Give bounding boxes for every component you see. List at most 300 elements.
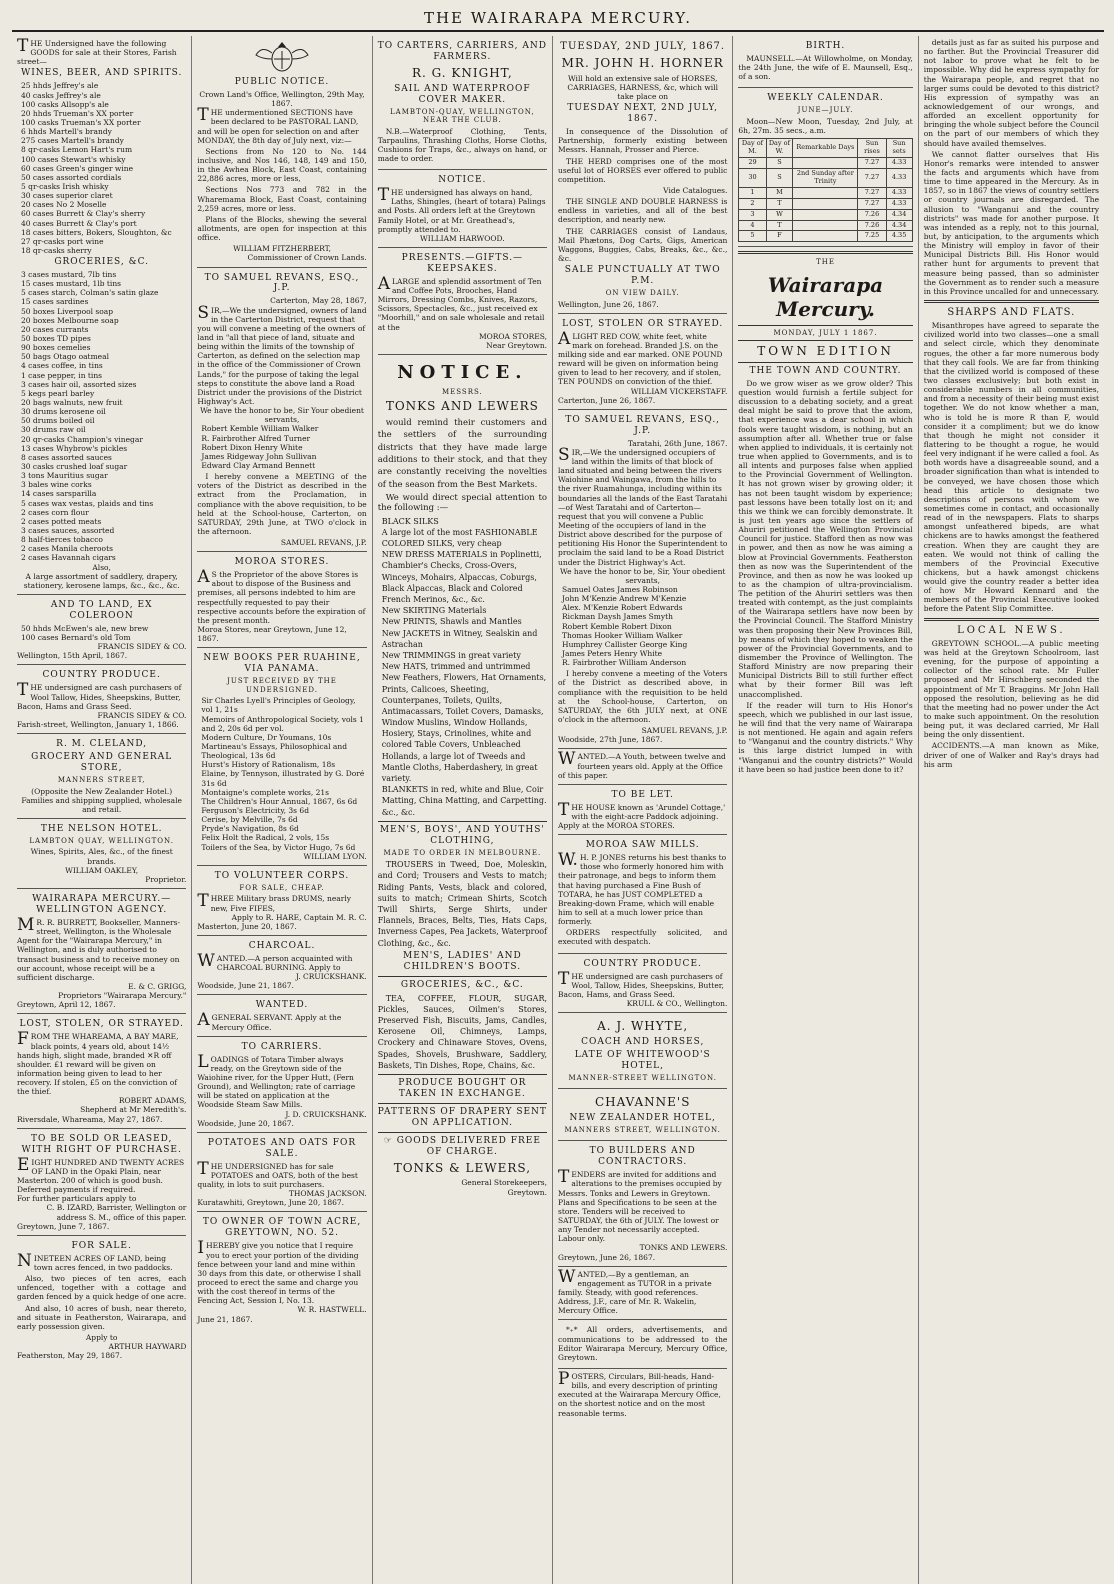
advert-date: TUESDAY NEXT, 2ND JULY, 1867. bbox=[567, 103, 719, 125]
list-item: James Ridgeway John Sullivan bbox=[201, 451, 317, 461]
advert-body: POSTERS, Circulars, Bill-heads, Hand-bills, and every description of printing executed at the Wairarapa Mercury Office, on the shortest notice and on the most reasonable terms. bbox=[558, 1368, 721, 1418]
advert-heading: GROCERIES, &C. bbox=[54, 257, 150, 268]
advert-signature: WILLIAM LYON. bbox=[303, 851, 367, 861]
advert-body: WANTED.—A Youth, between twelve and fourteen years old. Apply at the Office of this paper. bbox=[558, 749, 726, 780]
list-item: 40 casks Jeffrey's ale bbox=[21, 90, 101, 100]
calendar-cell: 4.33 bbox=[886, 187, 912, 198]
calendar-cell: 3 bbox=[739, 209, 766, 220]
list-item: 50 boxes Liverpool soap bbox=[21, 306, 114, 316]
advert-date: Greytown, April 12, 1867. bbox=[17, 1000, 116, 1010]
list-item: Robert Kemble William Walker bbox=[201, 424, 319, 434]
advert-trade: SAIL AND WATERPROOF COVER MAKER. bbox=[394, 83, 531, 105]
calendar-cell: 4.33 bbox=[886, 158, 912, 169]
list-item: 5 cases starch, Colman's satin glaze bbox=[21, 288, 159, 298]
advert-body: NINETEEN ACRES OF LAND, being town acres fenced, in two paddocks. bbox=[17, 1250, 173, 1272]
calendar-row bbox=[739, 220, 912, 231]
list-item: 14 cases sarsparilla bbox=[21, 489, 97, 499]
article-paragraph: If the reader will turn to His Honor's speech, which we published in our last issue, he will find that the very name of Wairarapa is not mentioned. He again and again refers to "Wanganui and the country districts." Why is this large district lumped in with "Wanganui and the country districts?" Would it have been so had justice been done to it? bbox=[738, 700, 913, 774]
advert-date: Woodside, 27th June, 1867. bbox=[558, 735, 663, 745]
calendar-cell: 5 bbox=[739, 231, 766, 242]
list-item: James Peters Henry White bbox=[562, 649, 663, 659]
advert-carriages: THE CARRIAGES consist of Landaus, Mail Phætons, Dog Carts, Gigs, American Waggons, Buggies, Cabs, Breaks, &c., &c., &c. bbox=[558, 226, 728, 263]
advert-street: MANNERS STREET, bbox=[57, 776, 146, 785]
article-heading: SHARPS AND FLATS. bbox=[947, 306, 1076, 318]
advert-subheading: ☞ GOODS DELIVERED FREE OF CHARGE. bbox=[383, 1135, 541, 1157]
calendar-row bbox=[739, 209, 912, 220]
advert-harness: THE SINGLE AND DOUBLE HARNESS is endless in varieties, and all of the best description, and nearly new. bbox=[558, 197, 728, 225]
advert-office: Crown Land's Office, Wellington, 29th May, 1867. bbox=[199, 89, 365, 109]
tonks-lewers-advert bbox=[378, 355, 547, 1201]
article-heading: THE TOWN AND COUNTRY. bbox=[749, 365, 902, 376]
list-item: 5 qr-casks Irish whisky bbox=[21, 181, 109, 191]
list-item: Humphrey Callister George King bbox=[562, 639, 688, 649]
horner-advert bbox=[558, 36, 727, 314]
calendar-moon: Moon—New Moon, Tuesday, 2nd July, at 6h, 27m. 35 secs., a.m. bbox=[738, 116, 913, 136]
list-item: Edward Clay Armand Bennett bbox=[201, 460, 316, 470]
list-item: 18 qr-casks sherry bbox=[21, 245, 92, 255]
advert-date: Wellington, 15th April, 1867. bbox=[17, 651, 128, 661]
list-item: NEW DRESS MATERIALS in Poplinetti, Chambier's Checks, Cross-Overs, Winceys, Mohairs, Alpaccas, Coburgs, Black Alpaccas, Black and Colored French Merinos, &c., &c. bbox=[381, 550, 542, 605]
advert-body: N.B.—Waterproof Clothing, Tents, Tarpaulins, Thrashing Cloths, Horse Cloths, Cushions for Traps, &c., always on hand, or made to order. bbox=[377, 126, 548, 163]
list-item: Modern Culture, Dr Youmans, 10s bbox=[201, 732, 332, 742]
accidents-body: ACCIDENTS.—A man known as Mike, driver of one of Walker and Ray's drays had his arm bbox=[923, 741, 1100, 769]
advert-signature: W. R. HASTWELL. bbox=[297, 1305, 367, 1315]
advert-signature: ARTHUR HAYWARD bbox=[108, 1342, 187, 1352]
books-list bbox=[197, 696, 366, 851]
advert-close: We have the honor to be, Sir Your obedient servants, bbox=[200, 406, 364, 425]
calendar-cell: 4 bbox=[739, 220, 766, 231]
advert-body: would remind their customers and the settlers of the surrounding districts that they have made large additions to their stock, and that they are constantly receiving the novelties of the season from the Best Markets. bbox=[377, 418, 548, 490]
list-item: 13 cases Whybrow's pickles bbox=[21, 443, 128, 453]
advert-body: For further particulars apply to bbox=[17, 1194, 137, 1204]
list-item: New HATS, trimmed and untrimmed bbox=[381, 662, 531, 672]
advert-street: LAMBTON QUAY, WELLINGTON. bbox=[29, 836, 174, 845]
list-item: 8 qr-casks Lemon Hart's rum bbox=[21, 145, 133, 155]
list-item: Memoirs of Anthropological Society, vols 1 and 2, 20s 6d per vol. bbox=[201, 714, 364, 733]
list-item: 20 bags walnuts, new fruit bbox=[21, 398, 123, 407]
advert-date: Moroa Stores, near Greytown, June 12, 1867. bbox=[197, 625, 347, 644]
advert-subheading: MADE TO ORDER IN MELBOURNE. bbox=[383, 848, 542, 857]
advert-heading: FOR SALE. bbox=[71, 1240, 132, 1251]
article-continuation bbox=[924, 38, 1099, 296]
column-4 bbox=[553, 36, 733, 1584]
advert-body: THE undermentioned SECTIONS have been declared to be PASTORAL LAND, and will be open for selection on and after MONDAY, the 8th day of July next, viz:— bbox=[197, 105, 359, 145]
advert-body: AGENERAL SERVANT. Apply at the Mercury Office. bbox=[197, 1010, 342, 1032]
list-item: 25 hhds Jeffrey's ale bbox=[21, 81, 99, 91]
posters-advert bbox=[558, 1369, 727, 1422]
list-item: 27 qr-casks port wine bbox=[21, 236, 104, 246]
advert-view: ON VIEW DAILY. bbox=[605, 289, 680, 298]
advert-signature: FRANCIS SIDEY & CO. bbox=[97, 642, 187, 652]
list-item: 50 cases assorted cordials bbox=[21, 172, 122, 182]
advert-date: Carterton, June 26, 1867. bbox=[558, 395, 656, 405]
saw-mills-advert bbox=[558, 835, 727, 953]
calendar-cell: 30 bbox=[739, 168, 766, 187]
calendar-cell: S bbox=[766, 158, 793, 169]
list-item: 60 cases Burrett & Clay's sherry bbox=[21, 209, 146, 219]
advert-body: Families and shipping supplied, wholesale and retail. bbox=[21, 795, 182, 814]
calendar-cell: W bbox=[766, 209, 793, 220]
list-item: New PRINTS, Shawls and Mantles bbox=[381, 617, 522, 627]
advert-signature: SAMUEL REVANS, J.P. bbox=[641, 726, 728, 736]
calendar-cell: 4.33 bbox=[886, 198, 912, 209]
list-item: 100 casks Allsopp's ale bbox=[21, 99, 109, 109]
list-item: Thomas Hooker William Walker bbox=[562, 630, 683, 640]
column-2 bbox=[192, 36, 372, 1584]
page-masthead: THE WAIRARAPA MERCURY. bbox=[12, 6, 1104, 32]
advert-subheading: PATTERNS OF DRAPERY SENT ON APPLICATION. bbox=[377, 1106, 547, 1128]
advert-apply: Apply to R. HARE, Captain M. R. C. bbox=[231, 912, 367, 922]
advert-heading: PRESENTS.—GIFTS.—KEEPSAKES. bbox=[401, 252, 524, 274]
advert-signature: WILLIAM HARWOOD. bbox=[420, 233, 505, 243]
potatoes-advert bbox=[197, 1133, 366, 1213]
advert-heading: WANTED. bbox=[255, 1000, 309, 1011]
advert-name: TONKS AND LEWERS bbox=[385, 399, 539, 414]
list-item: Hurst's History of Rationalism, 18s bbox=[201, 760, 336, 770]
town-acre-advert bbox=[197, 1212, 366, 1327]
advert-place: Greytown. bbox=[507, 1187, 548, 1197]
advert-body: We would direct special attention to the following :— bbox=[377, 492, 548, 514]
list-item: 100 cases Bernard's old Tom bbox=[21, 633, 131, 643]
calendar-cell: T bbox=[766, 198, 793, 209]
advert-body: W.H. P. JONES returns his best thanks to those who formerly honored him with their patronage, and begs to inform them that having purchased a Fine Bush of TOTARA, he has JUST COMPLETED a Breaking-down Frame, which will enable him to sell at a much lower price than formerly. bbox=[558, 850, 727, 927]
calendar-cell: 2nd Sunday after Trinity bbox=[793, 168, 858, 187]
list-item: 50 hhds McEwen's ale, new brew bbox=[21, 623, 149, 633]
advert-body: EIGHT HUNDRED AND TWENTY ACRES OF LAND in the Opaki Plain, near Masterton. 200 of which is good bush. Deferred payments if required. bbox=[17, 1154, 185, 1195]
charcoal-advert bbox=[197, 936, 366, 996]
advert-heading: LOST, STOLEN, OR STRAYED. bbox=[19, 1019, 184, 1030]
calendar-cell: 7.27 bbox=[858, 168, 886, 187]
list-item: 2 cases Manila cheroots bbox=[21, 544, 113, 554]
list-item: BLACK SILKS bbox=[381, 516, 439, 526]
calendar-row bbox=[739, 168, 912, 187]
list-item: 3 cases mustard, 7lb tins bbox=[21, 270, 117, 280]
advert-date: Woodside, June 20, 1867. bbox=[197, 1118, 294, 1128]
advert-note: (Opposite the New Zealander Hotel.) bbox=[31, 786, 173, 796]
royal-crest-icon bbox=[252, 41, 312, 75]
column-3 bbox=[373, 36, 553, 1584]
calendar-row bbox=[739, 231, 912, 242]
sections-2: Sections Nos 773 and 782 in the Wharemama Block, East Coast, containing 2,259 acres, more or less. bbox=[197, 185, 367, 213]
list-item: Alex. M'Kenzie Robert Edwards bbox=[562, 603, 683, 613]
advert-body: LOADINGS of Totara Timber always ready, on the Greytown side of the Waiohine river, for the Upper Hutt, (Fern Ground), and Wellington; rate of carriage will be stated on application at the Woodside Steam Saw Mills. bbox=[197, 1051, 356, 1110]
calendar-cell bbox=[793, 187, 858, 198]
advert-heading: CHARCOAL. bbox=[248, 940, 316, 951]
local-news-heading: LOCAL NEWS. bbox=[957, 624, 1066, 636]
calendar-cell bbox=[793, 231, 858, 242]
calendar-cell: S bbox=[766, 168, 793, 187]
advert-heading: TO SAMUEL REVANS, ESQ., J.P. bbox=[204, 272, 360, 294]
list-item: 2 cases potted meats bbox=[21, 516, 102, 526]
weekly-calendar bbox=[738, 88, 912, 247]
advert-body: Plans of the Blocks, shewing the several allotments, are open for inspection at this office. bbox=[197, 214, 367, 243]
column-1 bbox=[12, 36, 192, 1584]
advert-signature: C. B. IZARD, Barrister, Wellington or address S. M., office of this paper. bbox=[46, 1203, 187, 1222]
calendar-cell bbox=[793, 209, 858, 220]
sections-1: Sections from No 120 to No. 144 inclusive, and Nos 146, 148, 149 and 150, in the Awhea Block, East Coast, containing 22,886 acres, more or less, bbox=[197, 146, 367, 184]
calendar-cell: 7.26 bbox=[858, 209, 886, 220]
list-item: 20 hhds Trueman's XX porter bbox=[21, 108, 134, 118]
advert-street: LAMBTON-QUAY, WELLINGTON, NEAR THE CLUB. bbox=[390, 107, 535, 125]
advert-subheading: LATE OF WHITEWOOD'S HOTEL, bbox=[574, 1049, 711, 1071]
list-item: New SKIRTING Materials bbox=[381, 606, 487, 616]
advert-signature: THOMAS JACKSON. bbox=[288, 1189, 367, 1199]
article-paragraph: details just as far as suited his purpose and no farther. But the Provincial Treasurer did not labor to prove what he felt to be impossible. Why did he express sympathy for the Wairarapa people, and regret that no larger sums could be devoted to this district? His expression of sympathy was an acknowledgement of our wrongs, and afforded an excellent opportunity for bringing the whole subject before the Council on the part of our members of which they should have availed themselves. bbox=[923, 38, 1100, 148]
calendar-cell: 7.27 bbox=[858, 187, 886, 198]
advert-body: In consequence of the Dissolution of Partnership, formerly existing between Messrs. Hannah, Prosser and Pierce. bbox=[558, 127, 728, 155]
list-item: 2 cases Havannah cigars bbox=[21, 553, 116, 563]
list-item: 20 cases currants bbox=[21, 324, 89, 334]
advert-vide: Vide Catalogues. bbox=[663, 186, 728, 196]
advert-heading: AND TO LAND, EX COLEROON bbox=[50, 599, 153, 621]
whyte-advert bbox=[558, 1013, 727, 1089]
advert-messrs: MESSRS. bbox=[441, 387, 483, 396]
tutor-wanted-advert bbox=[558, 1267, 727, 1321]
calendar-cell: 4.34 bbox=[886, 220, 912, 231]
advert-subheading: PRODUCE BOUGHT OR TAKEN IN EXCHANGE. bbox=[398, 1077, 527, 1099]
presents-advert bbox=[378, 248, 547, 355]
coleroon-list bbox=[17, 624, 186, 642]
advert-heading: PUBLIC NOTICE. bbox=[234, 77, 330, 87]
advert-date: Kuratawhiti, Greytown, June 20, 1867. bbox=[197, 1198, 345, 1208]
coleroon-advert bbox=[17, 595, 186, 666]
columns bbox=[12, 36, 1104, 1584]
list-item: A large lot of the most FASHIONABLE COLORED SILKS, very cheap bbox=[381, 527, 538, 549]
advert-heading: TO BUILDERS AND CONTRACTORS. bbox=[589, 1146, 696, 1168]
advert-signature: J. D. CRUICKSHANK. bbox=[285, 1109, 367, 1119]
list-item: 100 casks Trueman's XX porter bbox=[21, 117, 141, 127]
advert-name: A. J. WHYTE, bbox=[597, 1019, 689, 1034]
advert-street: MANNER-STREET WELLINGTON. bbox=[568, 1073, 717, 1082]
list-item: Ferguson's Electricity, 3s 6d bbox=[201, 806, 309, 816]
notice-heading: NOTICE. bbox=[397, 362, 528, 383]
advert-dateline: TUESDAY, 2ND JULY, 1867. bbox=[560, 41, 726, 52]
list-item: Cerise, by Melville, 7s 6d bbox=[201, 815, 298, 825]
advert-heading: TO VOLUNTEER CORPS. bbox=[214, 870, 350, 881]
advert-heading: TO CARTERS, CARRIERS, AND FARMERS. bbox=[377, 41, 547, 62]
advert-body: THE undersigned are cash purchasers of Wool Tallow, Hides, Sheepskins, Butter, Bacon, Hams and Grass Seed. bbox=[17, 680, 182, 711]
list-item: Toilers of the Sea, by Victor Hugo, 7s 6d bbox=[201, 842, 356, 852]
advert-date: Woodside, June 21, 1867. bbox=[197, 981, 294, 991]
calendar-cell: 7.26 bbox=[858, 220, 886, 231]
issue-dateline: MONDAY, JULY 1 1867. bbox=[773, 328, 878, 337]
column-5 bbox=[733, 36, 918, 1584]
volunteer-advert bbox=[197, 866, 366, 936]
spirits-list bbox=[17, 81, 186, 255]
wanted-advert bbox=[197, 995, 366, 1036]
calendar-row bbox=[739, 158, 912, 169]
list-item: BLANKETS in red, white and Blue, Coir Matting, China Matting, and Carpetting. &c., &c. bbox=[381, 785, 547, 817]
advert-signature: WILLIAM OAKLEY, bbox=[65, 865, 139, 875]
list-item: R. Fairbrother Alfred Turner bbox=[201, 433, 311, 443]
advert-body: THE UNDERSIGNED has for sale POTATOES and OATS, both of the best quality, in lots to suit purchasers. bbox=[197, 1158, 358, 1190]
calendar-column-header: Sun rises bbox=[858, 139, 886, 158]
advert-sale: SALE PUNCTUALLY AT TWO P.M. bbox=[564, 265, 721, 287]
column-6 bbox=[919, 36, 1104, 1584]
advert-signature: ROBERT ADAMS, bbox=[118, 1096, 187, 1106]
advert-signature: KRULL & CO., Wellington. bbox=[626, 999, 728, 1008]
list-item: Robert Kemble Robert Dixon bbox=[562, 621, 672, 631]
advert-heading: COUNTRY PRODUCE. bbox=[583, 958, 702, 969]
advert-body: Will hold an extensive sale of HORSES, CARRIAGES, HARNESS, &c, which will take place on bbox=[567, 73, 718, 102]
list-item: 20 cases No 2 Moselle bbox=[21, 200, 107, 210]
advert-heading: TO OWNER OF TOWN ACRE, GREYTOWN, NO. 52. bbox=[202, 1217, 362, 1239]
article-paragraph: Do we grow wiser as we grow older? This question would furnish a fertile subject for discussion to a debating society, and a great deal might be said to prove that the axiom, that experience was a dear school in which fools were taught wisdom, is nothing, but an assumption after all. Whether true or false when applied to individuals, it is certainly not true when applied to Governments, and is to all intents and purposes false when applied to the Provincial Government of Wellington. It has not grown wiser by growing older; it has not been taught wisdom by experience; past lessons have been totally lost on it; and this we think we can forcibly demonstrate. It is just ten years ago since the settlers of Ahuriri petitioned the Wellington Provincial Council for justice. Stafford then as now was in power, and then as now he was aiming a blow at Provincial Governments. Featherston then as now was the Superintendent of the Province, and then as now he was looked up to as the champion of ultra-provincialism. The petition of the Ahuriri settlers was then treated with contempt, as the just complaints of the Wairarapa settlers have now been by the Provincial Council. The Stafford Ministry was then proposing their New Provinces Bill, by means of which they hoped to weaken the power of the Provincial Governments, and to dismember the Province of Wellington. The Stafford Ministry are now preparing their Municipal Districts Bill to still further effect what by their former Bill was left unaccomplished. bbox=[738, 378, 913, 699]
list-item: 1 case pepper, in tins bbox=[21, 370, 103, 380]
advert-subheading: GROCERIES, &C., &C. bbox=[400, 979, 524, 990]
advert-heading: WAIRARAPA MERCURY.—WELLINGTON AGENCY. bbox=[32, 894, 172, 916]
advert-body: IHEREBY give you notice that I require you to erect your portion of the dividing fence between your land and mine within 30 days from this date, or otherwise I shall proceed to erect the same and charge you with the cost thereof in terms of the Fencing Act, Session I, No. 13. bbox=[197, 1238, 362, 1306]
calendar-cell: 2 bbox=[739, 198, 766, 209]
signatories-list bbox=[197, 424, 366, 470]
harwood-notice bbox=[378, 170, 547, 248]
list-item: Felix Holt the Radical, 2 vols, 15s bbox=[201, 833, 330, 843]
calendar-column-header: Day of W. bbox=[766, 139, 793, 158]
list-item: 90 boxes cemelies bbox=[21, 343, 91, 353]
sharps-body: Misanthropes have agreed to separate the civilized world into two classes—one a small and select circle, which they denominate rogues, the other a far more numerous body that they call fools. We are far from thinking that the civilized world is composed of these two classes exclusively; but both exist in considerable numbers in all communities, and from a necessity of their being must exist together. We do not know whether a man, who is told he is more R than F, would consider it a compliment; but we do know that though he might not consider it flattering to be thought a rogue, he would feel very indignant if he were called a fool. As both words have a disagreeable sound, and a broader signification than what is intended to be conveyed, we have chosen those which head this article to designate two descriptions of persons with whom we sometimes come in contact, and occasionally read of in the newspapers. Flats to sharps amongst unfeathered bipeds, are what chickens are to hawks amongst the feathered creation. When they are caught they are eaten. We would not think of calling the members of the Provincial Executive chickens, but a hawk amongst chickens would give the country reader a better idea of how Mr Howard Kennard and the members of the Provincial Executive looked before the Patent Slip Committee. bbox=[923, 321, 1100, 614]
advert-body: AS the Proprietor of the above Stores is about to dispose of the Business and premises, all persons indebted to him are respectfully requested to pay their respective accounts before the expiration of the present month. bbox=[197, 567, 366, 625]
advert-body: TROUSERS in Tweed, Doe, Moleskin, and Cord; Trousers and Vests to match; Riding Pants, Vests, black and colored, suits to match; Crimean Shirts, Scotch Twill Shirts, Serge Shirts, under Flannels, Braces, Belts, Ties, Hats Caps, Inverness Capes, Pea Jackets, Waterproof Clothing, &c., &c. bbox=[377, 860, 548, 948]
advert-close: We have the honor to be, Sir, Your obedient servants, bbox=[559, 566, 726, 585]
list-item: 3 tons Mauritius sugar bbox=[21, 471, 108, 481]
calendar-cell: 7.25 bbox=[858, 231, 886, 242]
calendar-cell: 29 bbox=[739, 158, 766, 169]
advert-date: Riversdale, Whareama, May 27, 1867. bbox=[17, 1114, 163, 1124]
list-item: 4 cases coffee, in tins bbox=[21, 361, 103, 371]
advert-heading: NEW BOOKS PER RUAHINE, VIA PANAMA. bbox=[203, 653, 361, 675]
list-item: 2 cases corn flour bbox=[21, 507, 89, 517]
carriers-advert bbox=[197, 1037, 366, 1133]
masthead-the: THE bbox=[816, 258, 835, 267]
advert-body: ALIGHT RED COW, white feet, white mark on forehead. Branded J.S. on the milking side and ear marked. ONE POUND reward will be given on information being given to lead to her recovery, and if stolen, TEN POUNDS on conviction of the thief. bbox=[558, 328, 723, 387]
list-item: 20 boxes Melbourne soap bbox=[21, 315, 119, 325]
advert-body: TEA, COFFEE, FLOUR, SUGAR, Pickles, Sauces, Oilmen's Stores, Preserved Fish, Biscuits, Jams, Candles, Kerosene Oil, Chimneys, Lamps, Crockery and Chinaware Stoves, Ovens, Spades, Shovels, Brushware, Saddlery, Baskets, Tin Dishes, Rope, Chains, &c. bbox=[377, 993, 548, 1070]
advert-body: I hereby convene a meeting of the Voters of the District as described above, in compliance with the requisition to be held at the School-house, Carterton, on SATURDAY, the 6th JULY next, at ONE o'clock in the afternoon. bbox=[558, 669, 728, 724]
list-item: 100 cases Stewart's whisky bbox=[21, 154, 126, 164]
moroa-stores-advert bbox=[197, 552, 366, 648]
calendar-cell: 1 bbox=[739, 187, 766, 198]
advert-heading: COUNTRY PRODUCE. bbox=[42, 670, 161, 681]
advert-body: THE undersigned are cash purchasers of Wool, Tallow, Hides, Sheepskins, Butter, Bacon, Hams, and Grass Seed. bbox=[558, 968, 724, 999]
list-item: 30 drums raw oil bbox=[21, 425, 86, 435]
advert-date: Greytown, June 26, 1867. bbox=[558, 1252, 656, 1262]
advert-subheading: GROCERY AND GENERAL STORE, bbox=[31, 752, 173, 774]
advert-signature: WILLIAM FITZHERBERT, bbox=[233, 244, 331, 254]
calendar-row bbox=[739, 187, 912, 198]
advert-subheading: NEW ZEALANDER HOTEL, bbox=[569, 1112, 716, 1123]
list-item: Samuel Oates James Robinson bbox=[562, 585, 678, 595]
advert-body: TENDERS are invited for additions and alterations to the premises occupied by Messrs. Tonks and Lewers in Greytown. Plans and Specifications to be seen at the store. Tenders will be received to SATURDAY, the 6th of JULY. The lowest or any Tender not necessarily accepted. Labour only. bbox=[558, 1167, 722, 1244]
advert-heading: TO CARRIERS. bbox=[241, 1041, 323, 1052]
advert-signature: TONKS AND LEWERS. bbox=[639, 1243, 728, 1253]
chavanne-advert bbox=[558, 1089, 727, 1141]
calendar-subheading: JUNE—JULY. bbox=[797, 106, 854, 115]
list-item: 8 cases assorted sauces bbox=[21, 452, 112, 462]
local-news-body: GREYTOWN SCHOOL.—A public meeting was held at the Greytown Schoolroom, last evening, for the purpose of appointing a collector of the school rate. Mr Fuller proposed and Mr Hirschberg seconded the appointment of Mr T. Braggins. Mr John Hall opposed the resolution, believing as he did that the meeting had no power under the Act to make such appointment. On the resolution being put, it was declared carried, Mr Hall being the only dissentient. bbox=[923, 638, 1100, 740]
advert-signature: FRANCIS SIDEY & CO. bbox=[97, 710, 187, 720]
list-item: 30 drums kerosene oil bbox=[21, 407, 106, 417]
spirits-advert bbox=[17, 36, 186, 595]
advert-heading: THE NELSON HOTEL. bbox=[40, 823, 163, 834]
advert-heading: MOROA SAW MILLS. bbox=[585, 840, 700, 851]
advert-role: Commissioner of Crown Lands. bbox=[247, 253, 367, 263]
advert-date: Taratahi, 26th June, 1867. bbox=[627, 438, 728, 448]
advert-heading: BIRTH. bbox=[805, 41, 846, 51]
article-body bbox=[738, 379, 912, 774]
advert-body: Wines, Spirits, Ales, &c., of the finest brands. bbox=[30, 847, 173, 866]
calendar-cell: 4.35 bbox=[886, 231, 912, 242]
edition-heading: TOWN EDITION bbox=[757, 344, 894, 359]
advert-subheading: MEN'S, LADIES' AND CHILDREN'S BOOTS. bbox=[403, 950, 522, 972]
advert-body: THE HOUSE known as 'Arundel Cottage,' with the eight-acre Paddock adjoining. Apply at the MOROA STORES. bbox=[558, 799, 726, 831]
advert-heading: WINES, BEER, AND SPIRITS. bbox=[21, 68, 183, 79]
list-item: 50 boxes TD pipes bbox=[21, 334, 91, 344]
advert-subheading: JUST RECEIVED BY THE UNDERSIGNED. bbox=[227, 677, 337, 694]
advert-heading: LOST, STOLEN OR STRAYED. bbox=[562, 318, 724, 329]
to-let-advert bbox=[558, 785, 727, 835]
advert-heading: TO BE LET. bbox=[611, 789, 674, 800]
advert-date: Carterton, May 28, 1867, bbox=[270, 296, 367, 306]
list-item: R. Fairbrother William Anderson bbox=[562, 658, 687, 668]
list-item: Sir Charles Lyell's Principles of Geology, vol 1, 21s bbox=[201, 696, 356, 715]
advert-body: MAUNSELL.—At Willowholme, on Monday, the 24th June, the wife of E. Maunsell, Esq., of a son. bbox=[738, 53, 913, 82]
list-item: New TRIMMINGS in great variety bbox=[381, 650, 521, 660]
advert-herd: THE HERD comprises one of the most useful lot of HORSES ever offered to public competition. bbox=[558, 156, 728, 184]
groceries-list bbox=[17, 270, 186, 563]
public-notice bbox=[197, 36, 366, 268]
advert-body: WANTED,—By a gentleman, an engagement as TUTOR in a private family. Steady, with good references. Address, J.F., care of Mr. R. Wakelin, Mercury Office. bbox=[558, 1266, 712, 1316]
knight-advert bbox=[378, 36, 547, 170]
list-item: 60 cases Green's ginger wine bbox=[21, 163, 134, 173]
advert-date: Wellington, June 26, 1867. bbox=[558, 299, 659, 309]
list-item: 40 cases Burrett & Clay's port bbox=[21, 218, 137, 228]
list-item: 5 kegs pearl barley bbox=[21, 388, 95, 398]
list-item: Robert Dixon Henry White bbox=[201, 442, 303, 452]
advert-body: ALARGE and splendid assortment of Ten and Coffee Pots, Brooches, Hand Mirrors, Dressing Combs, Knives, Razors, Scissors, Spectacles, &c., just received ex "Moorhill," and on sale wholesale and retail at the bbox=[377, 273, 545, 332]
advert-signature: SAMUEL REVANS, J.P. bbox=[280, 538, 367, 548]
list-item: John M'Kenzie Andrew M'Kenzie bbox=[562, 594, 687, 604]
list-item: New JACKETS in Witney, Sealskin and Astrachan bbox=[381, 628, 538, 649]
calendar-cell bbox=[793, 158, 858, 169]
advert-role: General Storekeepers, bbox=[461, 1178, 548, 1188]
calendar-cell: 7.27 bbox=[858, 158, 886, 169]
calendar-heading: WEEKLY CALENDAR. bbox=[767, 93, 884, 104]
calendar-column-header: Sun sets bbox=[886, 139, 912, 158]
article-paragraph: We cannot flatter ourselves that His Honor's remarks were intended to answer the facts and arguments which have from time to time appeared in the Mercury. As in 1857, so in 1867 the views of country settlers or country journals are disregarded. The allusion to "Wanganui and the country districts" was made for another purpose. It was intended as a reply, not to this journal, but, by anticipation, to the arguments which the Ministry will employ in favor of their Municipal Districts Bill. His Honor would rather hunt for arguments to prevent that measure being passed, than so administer the Government as to render such a measure in this Province uncalled for and unnecessary. bbox=[923, 149, 1100, 296]
list-item: 30 casks crushed loaf sugar bbox=[21, 461, 128, 471]
calendar-column-header: Remarkable Days bbox=[793, 139, 858, 158]
lost-cow-advert bbox=[558, 314, 727, 410]
builders-advert bbox=[558, 1141, 727, 1266]
advert-signature: E. & C. GRIGG, bbox=[128, 981, 187, 991]
advert-heading: TO BE SOLD OR LEASED, WITH RIGHT OF PURCHASE. bbox=[21, 1133, 182, 1155]
advert-date: Masterton, June 20, 1867. bbox=[197, 921, 297, 931]
list-item: 8 half-tierces tobacco bbox=[21, 535, 103, 545]
advert-name: CHAVANNE'S bbox=[594, 1095, 691, 1110]
advert-heading: POTATOES AND OATS FOR SALE. bbox=[207, 1137, 357, 1159]
advert-date: Greytown, June 7, 1867. bbox=[17, 1221, 110, 1231]
advert-signature: J. CRUICKSHANK. bbox=[295, 972, 367, 982]
calendar-cell: T bbox=[766, 220, 793, 231]
masthead-title: Wairarapa Mercury. bbox=[767, 272, 884, 322]
advert-name: MR. JOHN H. HORNER bbox=[561, 56, 724, 71]
signatories-list bbox=[558, 585, 727, 667]
advert-body: And also, 10 acres of bush, near thereto, and situate in Featherston, Wairarapa, and early possession given. bbox=[17, 1303, 187, 1331]
list-item: 275 cases Martell's brandy bbox=[21, 136, 124, 146]
advert-signature: WILLIAM VICKERSTAFF. bbox=[630, 386, 728, 396]
calendar-cell: 7.27 bbox=[858, 198, 886, 209]
list-item: Elaine, by Tennyson, illustrated by G. Doré 31s 6d bbox=[201, 769, 365, 788]
